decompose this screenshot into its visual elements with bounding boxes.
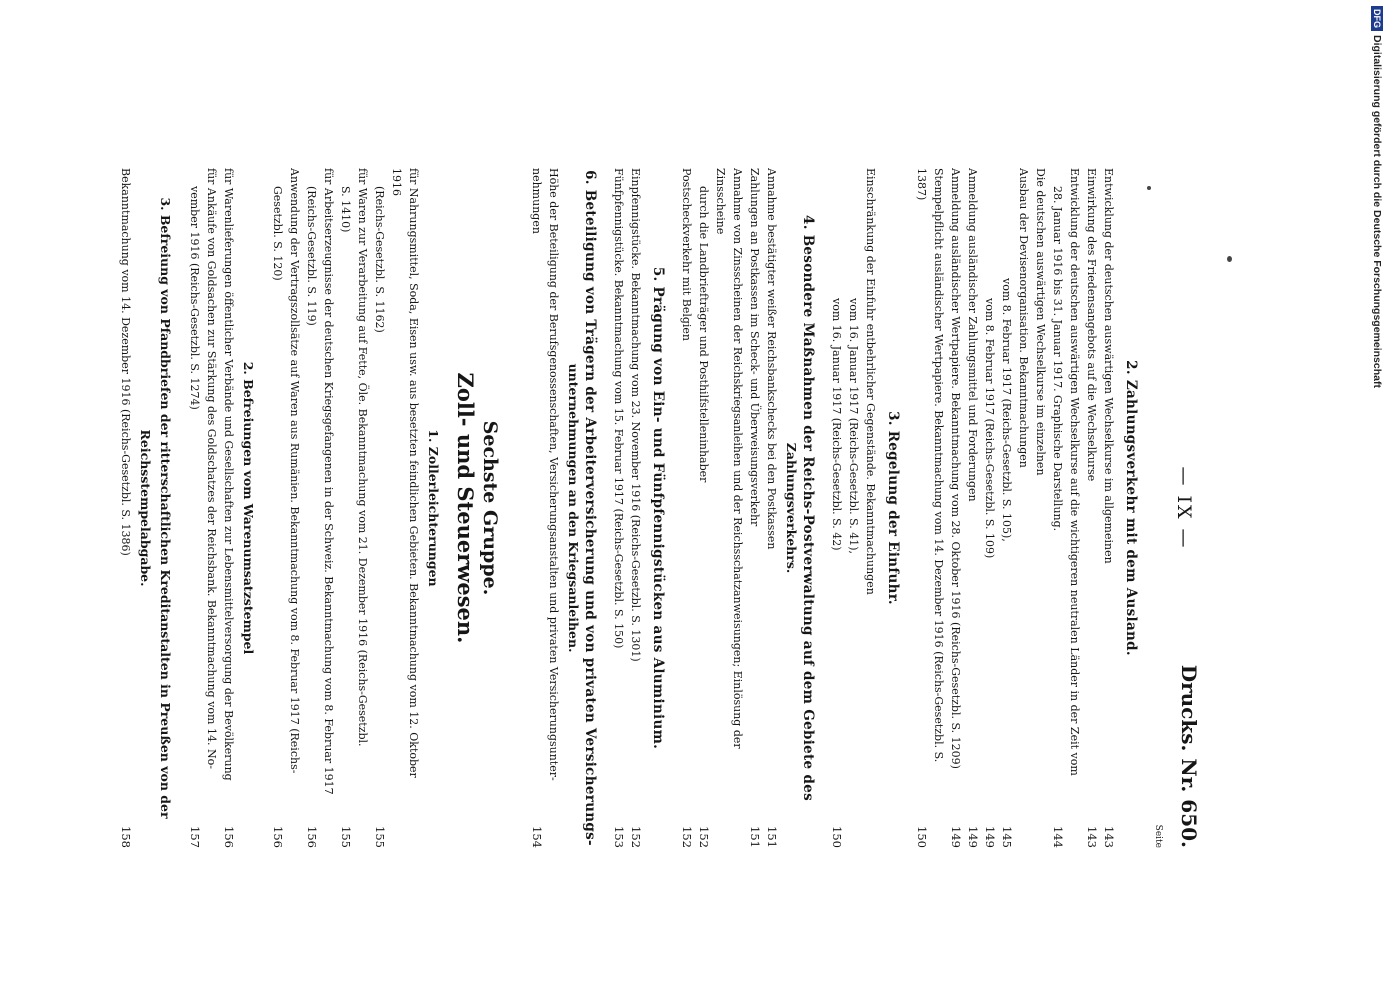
toc-entry <box>528 168 545 848</box>
toc-entry <box>627 168 644 848</box>
toc-entry <box>1032 168 1049 848</box>
entry-text: vom 16. Januar 1917 (Reichs-Gesetzbl. S. 41), <box>847 298 860 555</box>
entry-text: Annahme bestätigter weißer Reichsbankschecks bei den Postkassen <box>765 168 778 550</box>
toc-entry <box>981 168 998 848</box>
entry-text: (Reichs-Gesetzbl. S. 119) <box>305 186 318 326</box>
section-title: 3. Regelung der Einfuhr. <box>885 411 901 605</box>
entry-text: nehmungen <box>530 168 543 234</box>
toc-entry <box>186 168 203 848</box>
toc-entry <box>1049 168 1066 848</box>
section-title-continued: Zahlungsverkehrs. <box>784 442 799 574</box>
entry-text: durch die Landbriefträger und Posthilfstelleninhaber <box>697 186 710 483</box>
toc-entry <box>1100 168 1117 848</box>
entry-text: vom 8. Februar 1917 (Reichs-Gesetzbl. S. 105), <box>1000 278 1013 542</box>
entry-text: Stempelpflicht ausländischer Wertpapiere. Bekanntmachung vom 14. Dezember 1916 (Reichs-Gesetzbl. S. 1387) <box>915 168 945 763</box>
entry-text: Anmeldung ausländischer Wertpapiere. Bekanntmachung vom 28. Oktober 1916 (Reichs-Gesetzbl. S. 1209) <box>949 168 962 769</box>
toc-entry <box>286 168 303 848</box>
ink-speck <box>1227 256 1232 262</box>
toc-entry <box>1066 168 1083 848</box>
section-title: 3. Befreiung von Pfandbriefen der ritterschaftlichen Kreditanstalten in Preußen von der <box>158 197 173 819</box>
entry-text: Anmeldung ausländischer Zahlungsmittel und Forderungen <box>966 168 979 502</box>
entry-page: 144 <box>1051 826 1065 848</box>
section-title: 5. Prägung von Ein- und Fünfpfennigstücken aus Aluminium. <box>650 266 666 750</box>
entry-text: Fünfpfennigstücke. Bekanntmachung vom 15. Februar 1917 (Reichs-Gesetzbl. S. 150) <box>612 168 625 649</box>
entry-text: Höhe der Beteiligung der Berufsgenossenschaften, Versicherungsanstalten und privaten Versicherungsunter- <box>547 168 560 781</box>
entry-page: 158 <box>119 826 133 848</box>
entry-page: 151 <box>765 826 779 848</box>
digitization-credit <box>1369 6 1383 526</box>
entry-text: Die deutschen auswärtigen Wechselkurse im einzelnen <box>1034 168 1047 476</box>
entry-text: vember 1916 (Reichs-Gesetzbl. S. 1274) <box>188 186 201 410</box>
group-title: Sechste Gruppe. <box>479 420 501 596</box>
toc-entry <box>862 168 879 848</box>
entry-text: für Warenlieferungen öffentlicher Verbände und Gesellschaften zur Lebensmittelversorgung der Bevölkerung <box>222 168 235 781</box>
entry-text: Postscheckverkehr mit Belgien <box>680 168 693 341</box>
section-title: 2. Zahlungsverkehr mit dem Ausland. <box>1123 360 1139 656</box>
section-title: 6. Beteiligung von Trägern der Arbeiterversicherung und von privaten Versicherungs- <box>582 170 598 846</box>
entry-text: 28. Januar 1916 bis 31. Januar 1917. Graphische Darstellung. <box>1051 186 1064 532</box>
entry-text: für Nahrungsmittel, Soda, Eisen usw. aus besetzten feindlichen Gebieten. Bekanntmachung vom 12. Oktober 1916 <box>390 168 420 778</box>
entry-text: vom 8. Februar 1917 (Reichs-Gesetzbl. S. 109) <box>983 298 996 559</box>
toc-entry <box>354 168 371 848</box>
entry-text: Einpfennigstücke. Bekanntmachung vom 23. November 1916 (Reichs-Gesetzbl. S. 1301) <box>629 168 642 662</box>
entry-page: 151 <box>748 826 762 848</box>
credit-text: Digitalisierung gefördert durch die Deutsche Forschungsgemeinschaft <box>1371 35 1383 388</box>
toc-entry <box>117 168 134 848</box>
entry-text: (Reichs-Gesetzbl. S. 1162) <box>373 186 386 333</box>
dfg-logo: DFG <box>1371 6 1383 31</box>
entry-page: 145 <box>1000 826 1014 848</box>
section-title-continued: Reichsstempelabgabe. <box>138 429 153 587</box>
group-subtitle: Zoll- und Steuerwesen. <box>453 372 478 644</box>
toc-entry <box>678 168 695 848</box>
entry-page: 156 <box>305 826 319 848</box>
entry-text: Entwicklung der deutschen auswärtigen Wechselkurse im allgemeinen <box>1102 168 1115 564</box>
entry-page: 156 <box>222 826 236 848</box>
toc-entry <box>998 168 1015 848</box>
toc-entry <box>320 168 337 848</box>
entry-page: 153 <box>612 826 626 848</box>
toc-entry <box>610 168 627 848</box>
entry-text: für Waren zur Verarbeitung auf Fette, Öle. Bekanntmachung vom 21. Dezember 1916 (Reichs-Gesetzbl. <box>356 168 369 747</box>
entry-page: 143 <box>1085 826 1099 848</box>
entry-page: 152 <box>680 826 694 848</box>
toc-entry <box>845 168 862 848</box>
entry-page: 150 <box>830 826 844 848</box>
entry-page: 149 <box>966 826 980 848</box>
section-title: 1. Zollerleichterungen <box>426 429 441 587</box>
toc-entry <box>746 168 763 848</box>
entry-page: 154 <box>530 826 544 848</box>
toc-entry <box>303 168 320 848</box>
toc-entry <box>337 168 354 848</box>
entry-page: 143 <box>1102 826 1116 848</box>
toc-entry <box>913 168 947 848</box>
toc-entry <box>695 168 712 848</box>
entry-page: 157 <box>188 826 202 848</box>
toc-entry <box>220 168 237 848</box>
entry-text: Entwicklung der deutschen auswärtigen Wechselkurse auf die wichtigeren neutralen Länder in der Zeit vom <box>1068 168 1081 776</box>
entry-text: S. 1410) <box>339 186 352 233</box>
entry-text: Annahme von Zinsscheinen der Reichskriegsanleihen und der Reichsschatzanweisungen; Einlösung der Zinsscheine <box>714 168 744 749</box>
entry-text: Einwirkung des Friedensangebots auf die Wechselkurse <box>1085 168 1098 482</box>
toc-entry <box>763 168 780 848</box>
toc-entry <box>964 168 981 848</box>
ink-speck <box>1147 186 1151 190</box>
entry-text: für Ankäufe von Goldsachen zur Stärkung des Goldschatzes der Reichsbank. Bekanntmachung vom 14. No- <box>205 168 218 769</box>
section-title: 2. Befreiungen vom Warenumsatzstempel <box>241 361 256 655</box>
document-number: Drucks. Nr. 650. <box>1177 664 1201 848</box>
toc-entry <box>1015 168 1032 848</box>
toc-entry <box>712 168 746 848</box>
page-header <box>1165 168 1201 848</box>
entry-page: 149 <box>949 826 963 848</box>
toc-entry <box>545 168 562 848</box>
toc-entry <box>269 168 286 848</box>
entry-text: Bekanntmachung vom 14. Dezember 1916 (Reichs-Gesetzbl. S. 1386) <box>119 168 132 556</box>
entry-text: Gesetzbl. S. 120) <box>271 186 284 281</box>
entry-page: 152 <box>697 826 711 848</box>
entry-page: 149 <box>983 826 997 848</box>
entry-page: 150 <box>915 826 929 848</box>
toc-entry <box>828 168 845 848</box>
page-number: — IX — <box>1173 466 1195 550</box>
entry-text: für Arbeitserzeugnisse der deutschen Kriegsgefangenen in der Schweiz. Bekanntmachung vom 8. Februar 1917 <box>322 168 335 795</box>
toc-entry <box>371 168 388 848</box>
entry-text: Einschränkung der Einfuhr entbehrlicher Gegenstände. Bekanntmachungen <box>864 168 877 595</box>
toc-entry <box>203 168 220 848</box>
entry-text: Ausbau der Devisenorganisation. Bekanntmachungen <box>1017 168 1030 468</box>
entry-text: Zahlungen an Postkassen im Scheck- und Überweisungsverkehr <box>748 168 761 527</box>
entry-text: Anwendung der Vertragszollsätze auf Waren aus Rumänien. Bekanntmachung vom 8. Februar 1917 (Reichs- <box>288 168 301 774</box>
toc-page <box>115 168 1201 848</box>
section-title-continued: unternehmungen an den Kriegsanleihen. <box>566 363 581 653</box>
entry-page: 156 <box>271 826 285 848</box>
entry-page: 155 <box>339 826 353 848</box>
toc-entry <box>947 168 964 848</box>
page-column-label: Seite <box>1153 824 1163 848</box>
entry-page: 155 <box>373 826 387 848</box>
section-title: 4. Besondere Maßnahmen der Reichs-Postverwaltung auf dem Gebiete des <box>800 215 816 801</box>
entry-text: vom 16. Januar 1917 (Reichs-Gesetzbl. S. 42) <box>830 298 843 551</box>
toc-entry <box>388 168 422 848</box>
toc-entry <box>1083 168 1100 848</box>
entry-page: 152 <box>629 826 643 848</box>
